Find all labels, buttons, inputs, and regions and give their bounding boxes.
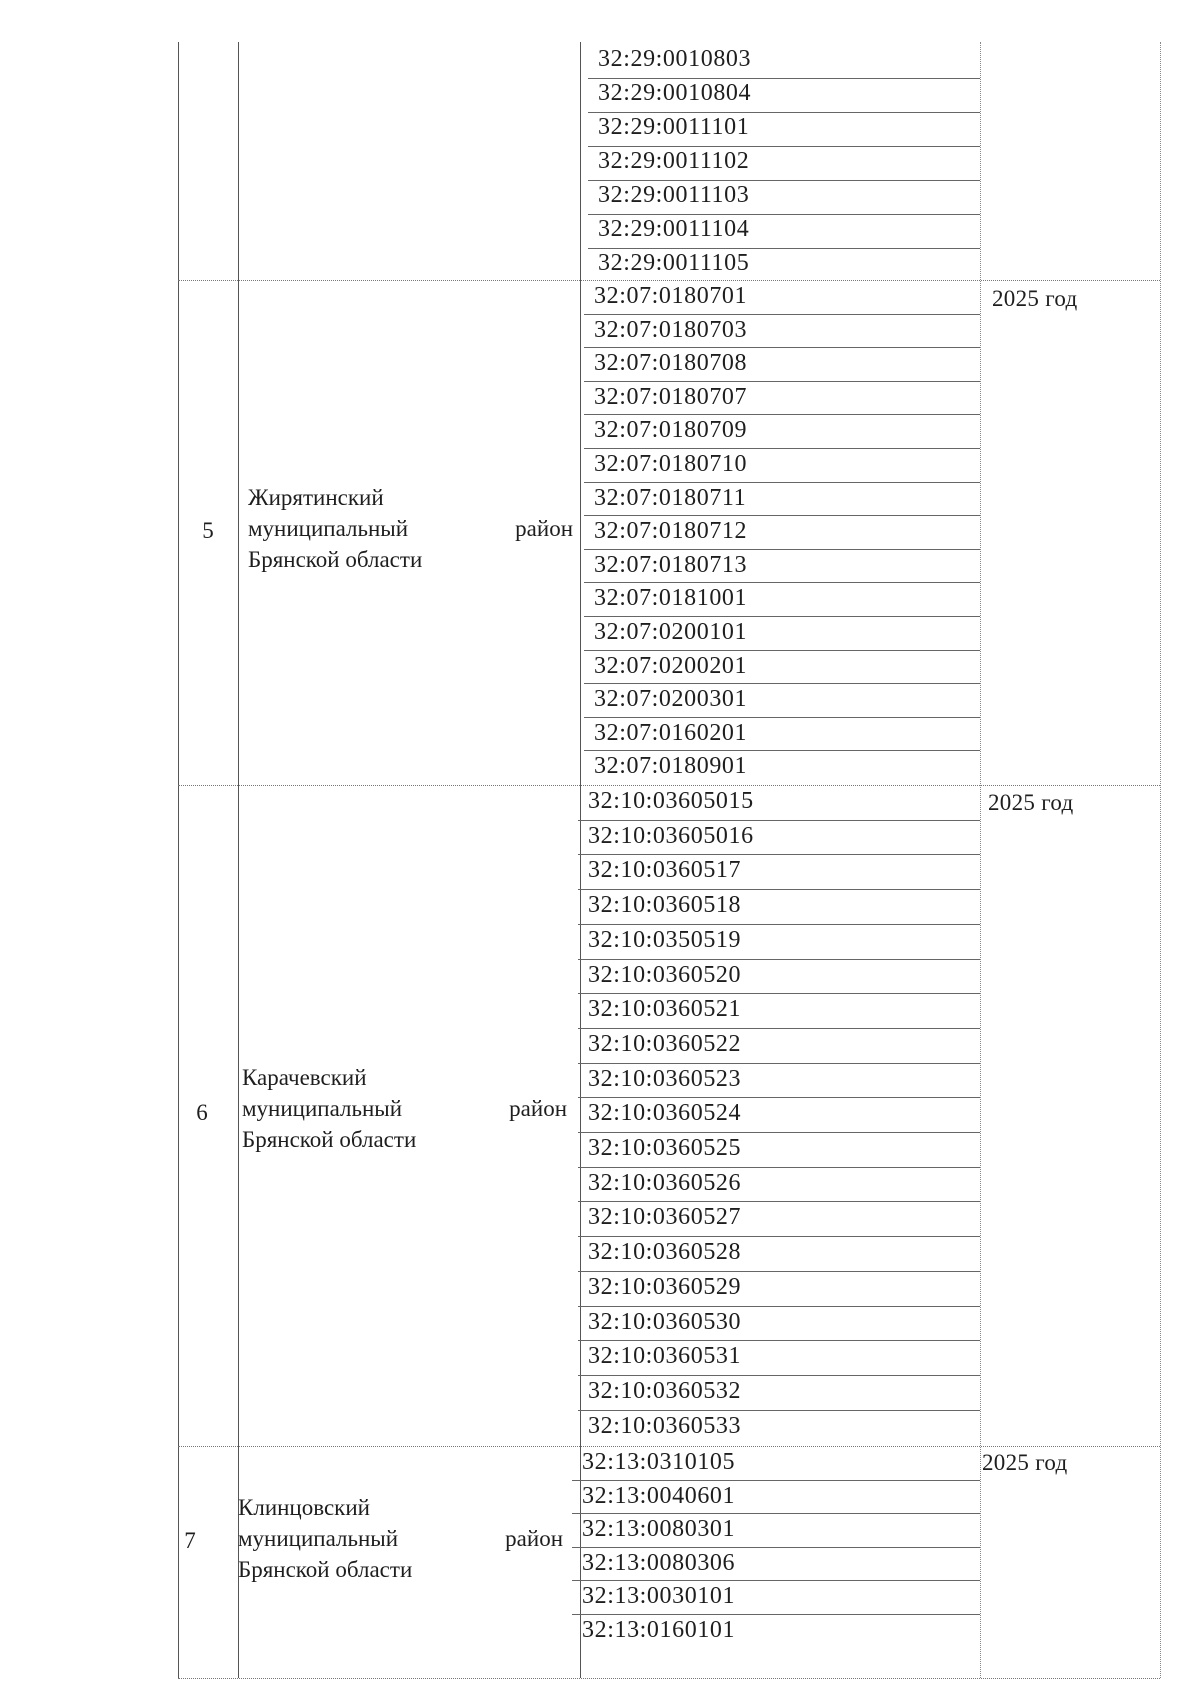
cadastral-code: 32:07:0180708 (594, 350, 748, 377)
code-row-border (584, 482, 980, 483)
district-name-word: муниципальный (248, 516, 409, 541)
district-name-line: Карачевский (242, 1065, 367, 1090)
code-row-border (584, 650, 980, 651)
code-row-border (578, 1132, 980, 1133)
group-separator (178, 785, 1160, 786)
district-name-line (242, 1093, 567, 1124)
district-name-word: район (505, 1526, 563, 1551)
code-row-border (584, 549, 980, 550)
code-row-border (588, 112, 980, 113)
code-row-border (578, 1097, 980, 1098)
cadastral-code: 32:13:0310105 (582, 1449, 736, 1475)
code-row-border (588, 214, 980, 215)
cadastral-code: 32:29:0011102 (598, 148, 750, 174)
code-row-border (578, 1410, 980, 1411)
code-row-border (572, 1480, 980, 1481)
cadastral-code: 32:10:0360526 (588, 1169, 742, 1196)
cadastral-code: 32:10:0360522 (588, 1030, 742, 1057)
cadastral-code: 32:10:0360532 (588, 1377, 742, 1404)
cadastral-code: 32:07:0180703 (594, 316, 748, 343)
cadastral-code: 32:07:0180901 (594, 753, 748, 780)
cadastral-code: 32:07:0181001 (594, 585, 748, 612)
code-row-border (578, 1028, 980, 1029)
group-separator (178, 1446, 1160, 1447)
code-row-border (578, 1375, 980, 1376)
column-border-codes (980, 42, 981, 1678)
district-name-line: Клинцовский (238, 1495, 370, 1520)
code-row-border (578, 959, 980, 960)
cadastral-code: 32:07:0180701 (594, 283, 748, 309)
column-border-number (238, 42, 239, 1678)
cadastral-code: 32:10:0350519 (588, 926, 742, 953)
cadastral-code: 32:10:0360524 (588, 1100, 742, 1127)
code-row-border (588, 180, 980, 181)
cadastral-code: 32:10:0360520 (588, 961, 742, 988)
code-row-border (572, 1580, 980, 1581)
cadastral-code: 32:10:03605015 (588, 788, 754, 814)
code-row-border (588, 146, 980, 147)
cadastral-code: 32:13:0080301 (582, 1516, 736, 1543)
district-name-line (248, 513, 573, 544)
district-name-word: муниципальный (238, 1526, 399, 1551)
code-row-border (584, 448, 980, 449)
district-name-line: Брянской области (248, 547, 423, 572)
cadastral-code: 32:10:0360518 (588, 892, 742, 919)
district-name-line: Жирятинский (248, 485, 384, 510)
cadastral-code: 32:10:0360533 (588, 1412, 742, 1439)
district-name-word: район (515, 516, 573, 541)
district-name-word: муниципальный (242, 1096, 403, 1121)
district-name-line: Брянской области (238, 1557, 413, 1582)
group-separator (178, 280, 1160, 281)
district-name (242, 1062, 567, 1155)
code-row-border (584, 717, 980, 718)
district-name (238, 1492, 563, 1585)
column-border-name (580, 42, 581, 1678)
cadastral-code: 32:07:0180712 (594, 518, 748, 545)
row-number: 6 (196, 1100, 208, 1125)
code-row-border (584, 750, 980, 751)
district-name-line: Брянской области (242, 1127, 417, 1152)
column-border-right (1160, 42, 1161, 1678)
cadastral-code: 32:13:0040601 (582, 1482, 736, 1509)
code-row-border (584, 515, 980, 516)
cadastral-code: 32:07:0180710 (594, 451, 748, 477)
code-row-border (578, 1306, 980, 1307)
cadastral-code: 32:07:0180711 (594, 484, 747, 511)
code-row-border (584, 347, 980, 348)
code-row-border (584, 683, 980, 684)
row-number: 7 (184, 1528, 196, 1553)
code-row-border (578, 993, 980, 994)
cadastral-code: 32:10:0360525 (588, 1135, 742, 1161)
cadastral-code: 32:10:03605016 (588, 822, 754, 849)
code-row-border (584, 414, 980, 415)
code-row-border (578, 1340, 980, 1341)
cadastral-code: 32:10:0360521 (588, 996, 742, 1023)
code-row-border (584, 582, 980, 583)
cadastral-code: 32:29:0011104 (598, 216, 750, 242)
column-border-left (178, 42, 179, 1678)
code-row-border (578, 1271, 980, 1272)
cadastral-code: 32:07:0180709 (594, 417, 748, 444)
cadastral-code: 32:29:0011103 (598, 182, 750, 208)
deadline-year: 2025 год (988, 790, 1074, 815)
cadastral-code: 32:07:0180707 (594, 383, 748, 410)
table-bottom-border (178, 1678, 1160, 1679)
cadastral-code: 32:10:0360528 (588, 1239, 742, 1266)
code-row-border (572, 1547, 980, 1548)
cadastral-code: 32:07:0180713 (594, 551, 748, 578)
cadastral-code: 32:10:0360527 (588, 1204, 742, 1231)
code-row-border (584, 314, 980, 315)
code-row-border (578, 820, 980, 821)
cadastral-code: 32:29:0010804 (598, 80, 752, 106)
code-row-border (584, 381, 980, 382)
district-name (248, 482, 573, 575)
cadastral-code: 32:13:0030101 (582, 1583, 736, 1610)
cadastral-code: 32:10:0360517 (588, 857, 742, 884)
cadastral-code: 32:29:0011101 (598, 114, 750, 140)
deadline-year: 2025 год (982, 1450, 1068, 1475)
cadastral-code: 32:07:0200301 (594, 686, 748, 713)
cadastral-code: 32:07:0200101 (594, 619, 748, 645)
code-row-border (584, 616, 980, 617)
code-row-border (578, 1167, 980, 1168)
district-name-line (238, 1523, 563, 1554)
cadastral-code: 32:07:0200201 (594, 652, 748, 679)
cadastral-code: 32:10:0360523 (588, 1065, 742, 1092)
code-row-border (578, 924, 980, 925)
cadastral-code: 32:10:0360530 (588, 1308, 742, 1335)
cadastral-code: 32:10:0360531 (588, 1343, 742, 1370)
row-number: 5 (202, 518, 214, 543)
cadastral-code: 32:29:0010803 (598, 46, 752, 72)
code-row-border (588, 248, 980, 249)
cadastral-code: 32:13:0080306 (582, 1549, 736, 1576)
cadastral-code: 32:29:0011105 (598, 250, 750, 276)
deadline-year: 2025 год (992, 286, 1078, 311)
code-row-border (572, 1513, 980, 1514)
code-row-border (578, 1063, 980, 1064)
code-row-border (588, 78, 980, 79)
district-name-word: район (509, 1096, 567, 1121)
code-row-border (578, 889, 980, 890)
code-row-border (578, 1236, 980, 1237)
cadastral-code: 32:07:0160201 (594, 719, 748, 746)
code-row-border (572, 1614, 980, 1615)
code-row-border (578, 1201, 980, 1202)
code-row-border (578, 854, 980, 855)
cadastral-code: 32:13:0160101 (582, 1617, 736, 1643)
cadastral-code: 32:10:0360529 (588, 1273, 742, 1300)
